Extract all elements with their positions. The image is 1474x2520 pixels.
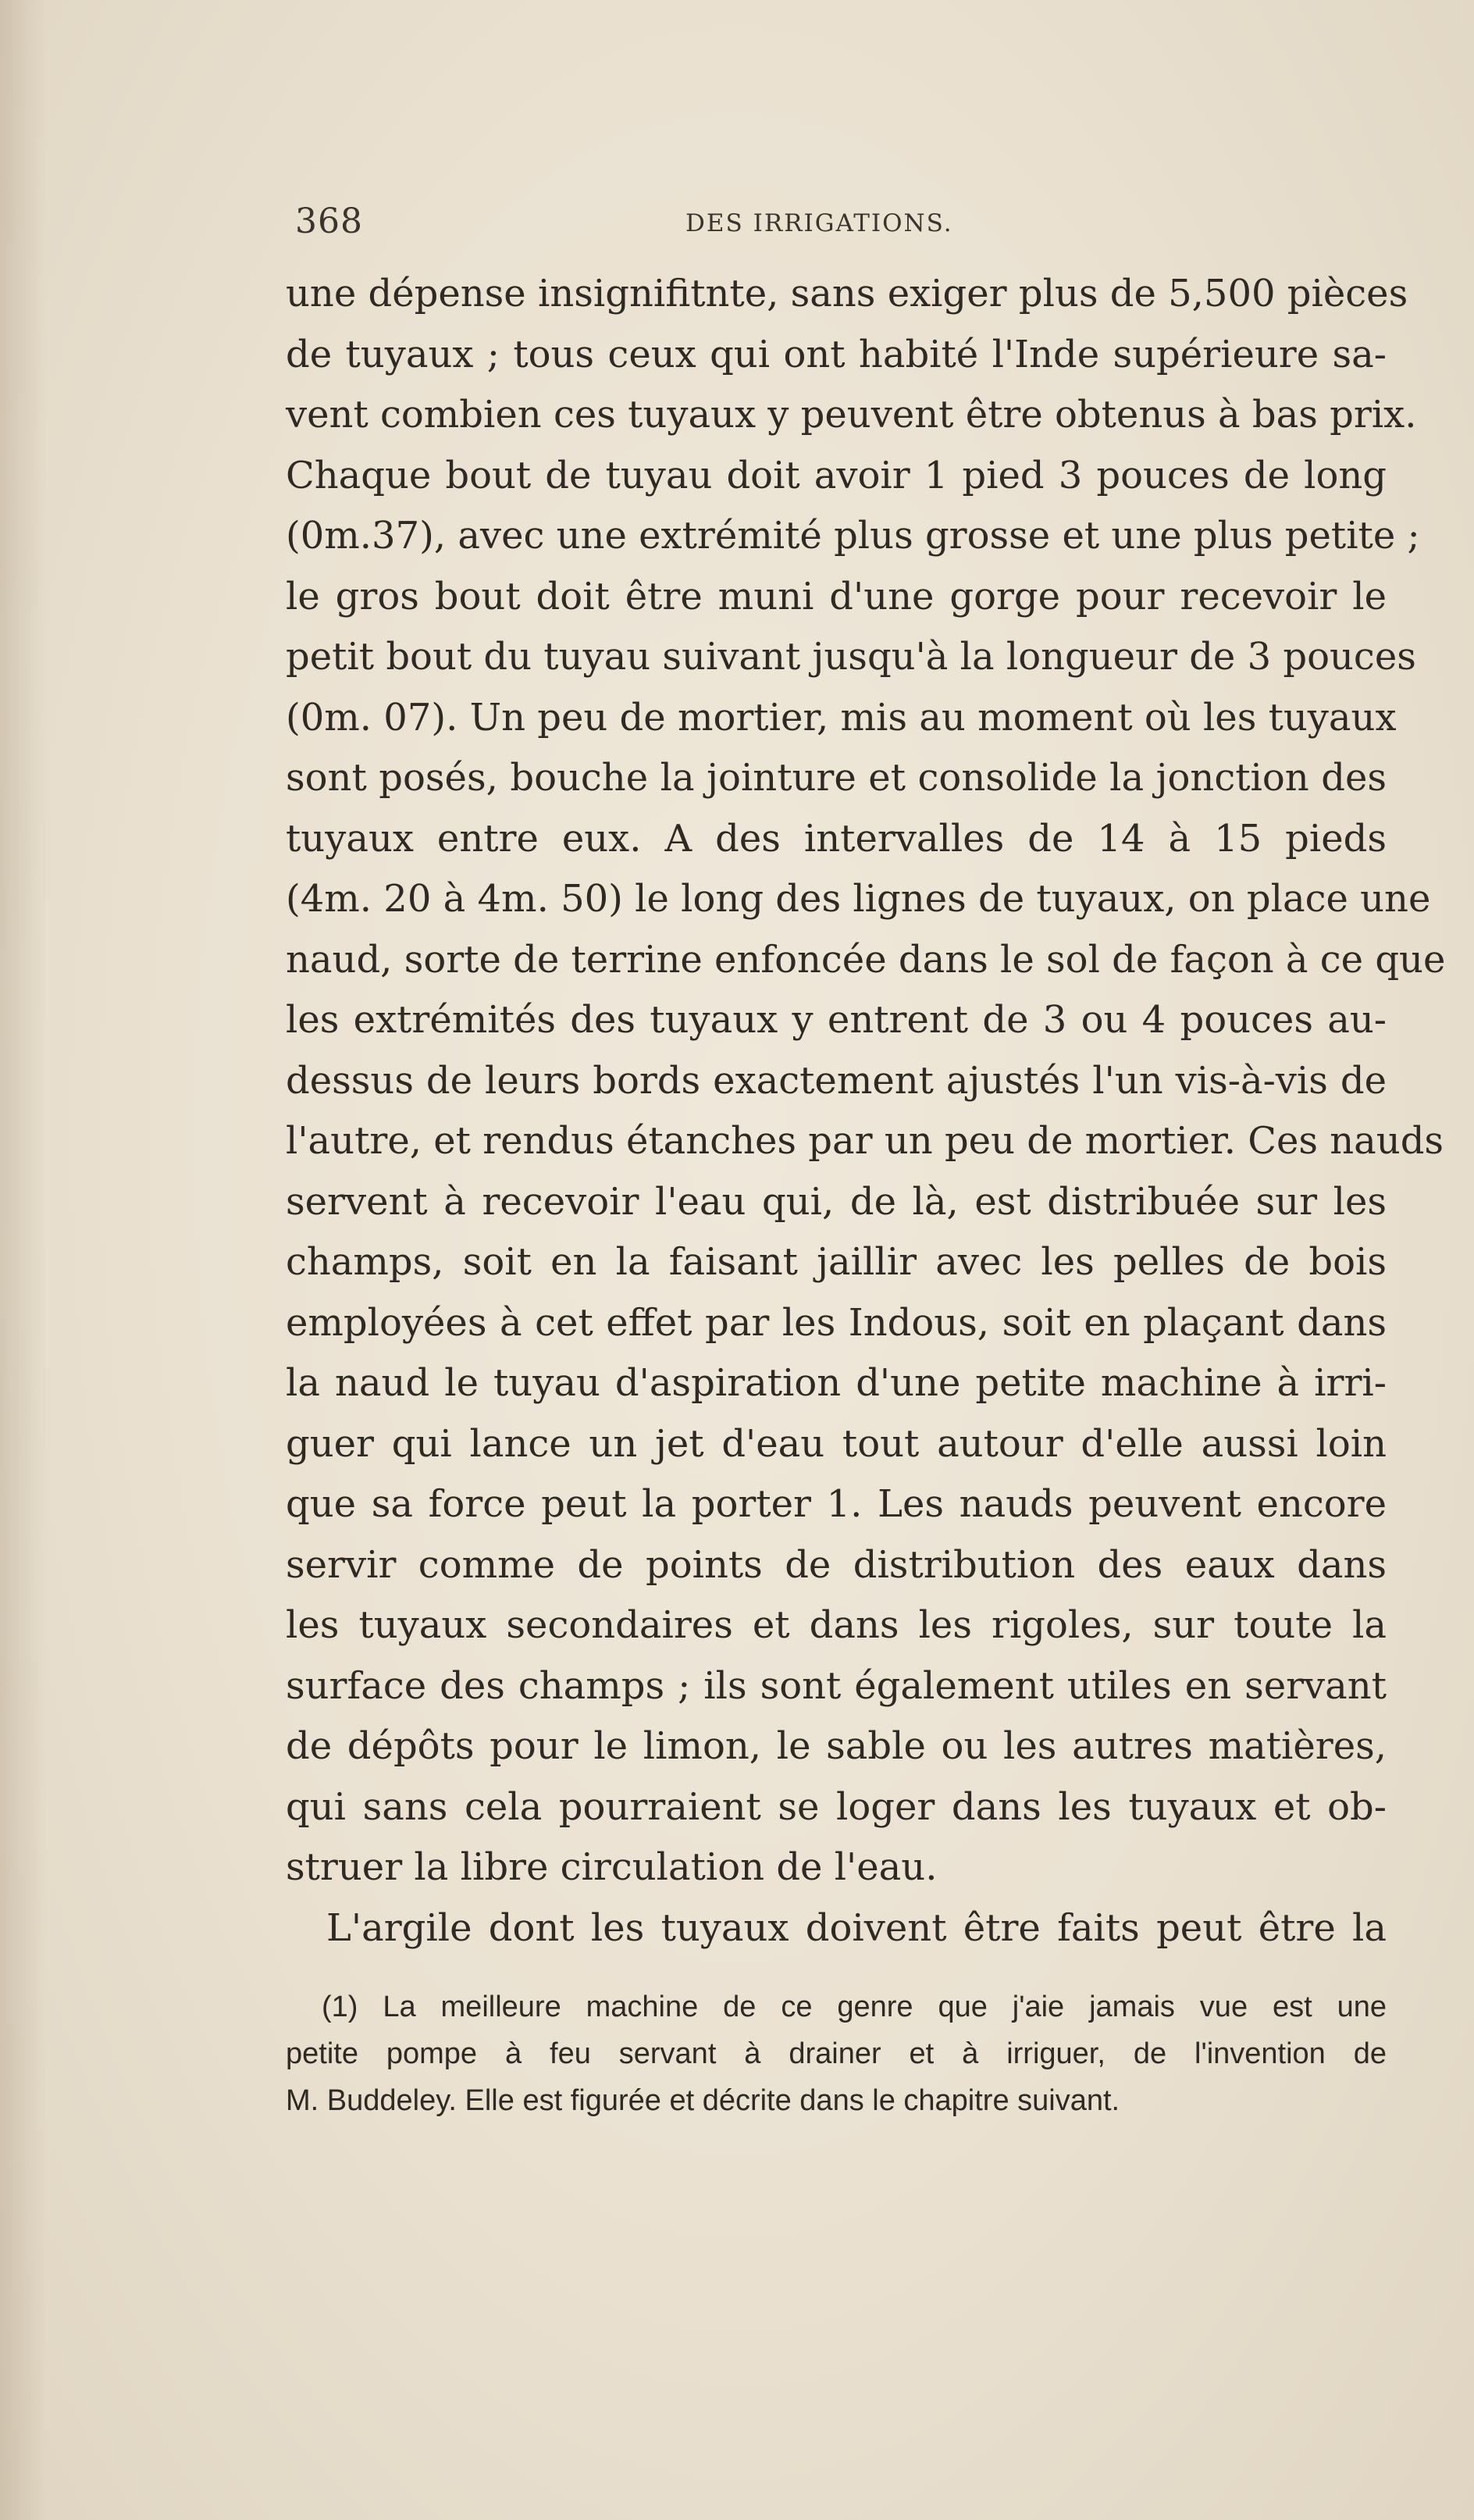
body-line: naud, sorte de terrine enfoncée dans le sol de façon à ce que: [286, 937, 1446, 982]
body-line: le gros bout doit être muni d'une gorge pour recevoir le: [286, 574, 1387, 618]
running-head: DES IRRIGATIONS.: [685, 209, 953, 237]
footnote-line: (1) La meilleure machine de ce genre que j'aie jamais vue est une: [322, 1991, 1387, 2023]
body-line: vent combien ces tuyaux y peuvent être obtenus à bas prix.: [286, 393, 1417, 437]
body-line: (0m.37), avec une extrémité plus grosse et une plus petite ;: [286, 514, 1420, 558]
footnote-line: M. Buddeley. Elle est figurée et décrite dans le chapitre suivant.: [286, 2084, 1120, 2117]
footnote-line: petite pompe à feu servant à drainer et à irriguer, de l'invention de: [286, 2037, 1387, 2070]
body-line: de dépôts pour le limon, le sable ou les autres matières,: [286, 1724, 1387, 1768]
body-line: les extrémités des tuyaux y entrent de 3 ou 4 pouces au-: [286, 998, 1387, 1042]
body-line: L'argile dont les tuyaux doivent être faits peut être la: [326, 1905, 1387, 1950]
body-line: la naud le tuyau d'aspiration d'une petite machine à irri-: [286, 1361, 1387, 1405]
page-number: 368: [295, 201, 363, 241]
body-line: les tuyaux secondaires et dans les rigoles, sur toute la: [286, 1603, 1387, 1647]
body-line: (0m. 07). Un peu de mortier, mis au moment où les tuyaux: [286, 695, 1397, 740]
body-line: servent à recevoir l'eau qui, de là, est distribuée sur les: [286, 1179, 1387, 1224]
body-line: surface des champs ; ils sont également utiles en servant: [286, 1663, 1387, 1708]
body-line: sont posés, bouche la jointure et consolide la jonction des: [286, 756, 1387, 800]
footnotes: [286, 1984, 1387, 2124]
page-header: [295, 201, 1388, 248]
binding-shadow: [0, 0, 47, 2520]
body-line: champs, soit en la faisant jaillir avec les pelles de bois: [286, 1240, 1387, 1284]
body-line: l'autre, et rendus étanches par un peu de mortier. Ces nauds: [286, 1119, 1444, 1163]
body-line: struer la libre circulation de l'eau.: [286, 1845, 938, 1889]
body-line: que sa force peut la porter 1. Les nauds peuvent encore: [286, 1482, 1387, 1526]
body-line: Chaque bout de tuyau doit avoir 1 pied 3 pouces de long: [286, 453, 1387, 497]
body-line: de tuyaux ; tous ceux qui ont habité l'Inde supérieure sa-: [286, 332, 1387, 376]
body-line: (4m. 20 à 4m. 50) le long des lignes de tuyaux, on place une: [286, 877, 1431, 921]
body-line: guer qui lance un jet d'eau tout autour d'elle aussi loin: [286, 1421, 1387, 1466]
body-line: qui sans cela pourraient se loger dans les tuyaux et ob-: [286, 1784, 1387, 1829]
body-line: employées à cet effet par les Indous, soit en plaçant dans: [286, 1300, 1387, 1345]
body-line: une dépense insignifitnte, sans exiger plus de 5,500 pièces: [286, 272, 1408, 315]
body-line: servir comme de points de distribution des eaux dans: [286, 1542, 1387, 1587]
body-text: [286, 264, 1446, 1959]
body-line: tuyaux entre eux. A des intervalles de 14 à 15 pieds: [286, 816, 1387, 861]
body-line: dessus de leurs bords exactement ajustés l'un vis-à-vis de: [286, 1058, 1387, 1103]
body-line: petit bout du tuyau suivant jusqu'à la longueur de 3 pouces: [286, 635, 1416, 679]
